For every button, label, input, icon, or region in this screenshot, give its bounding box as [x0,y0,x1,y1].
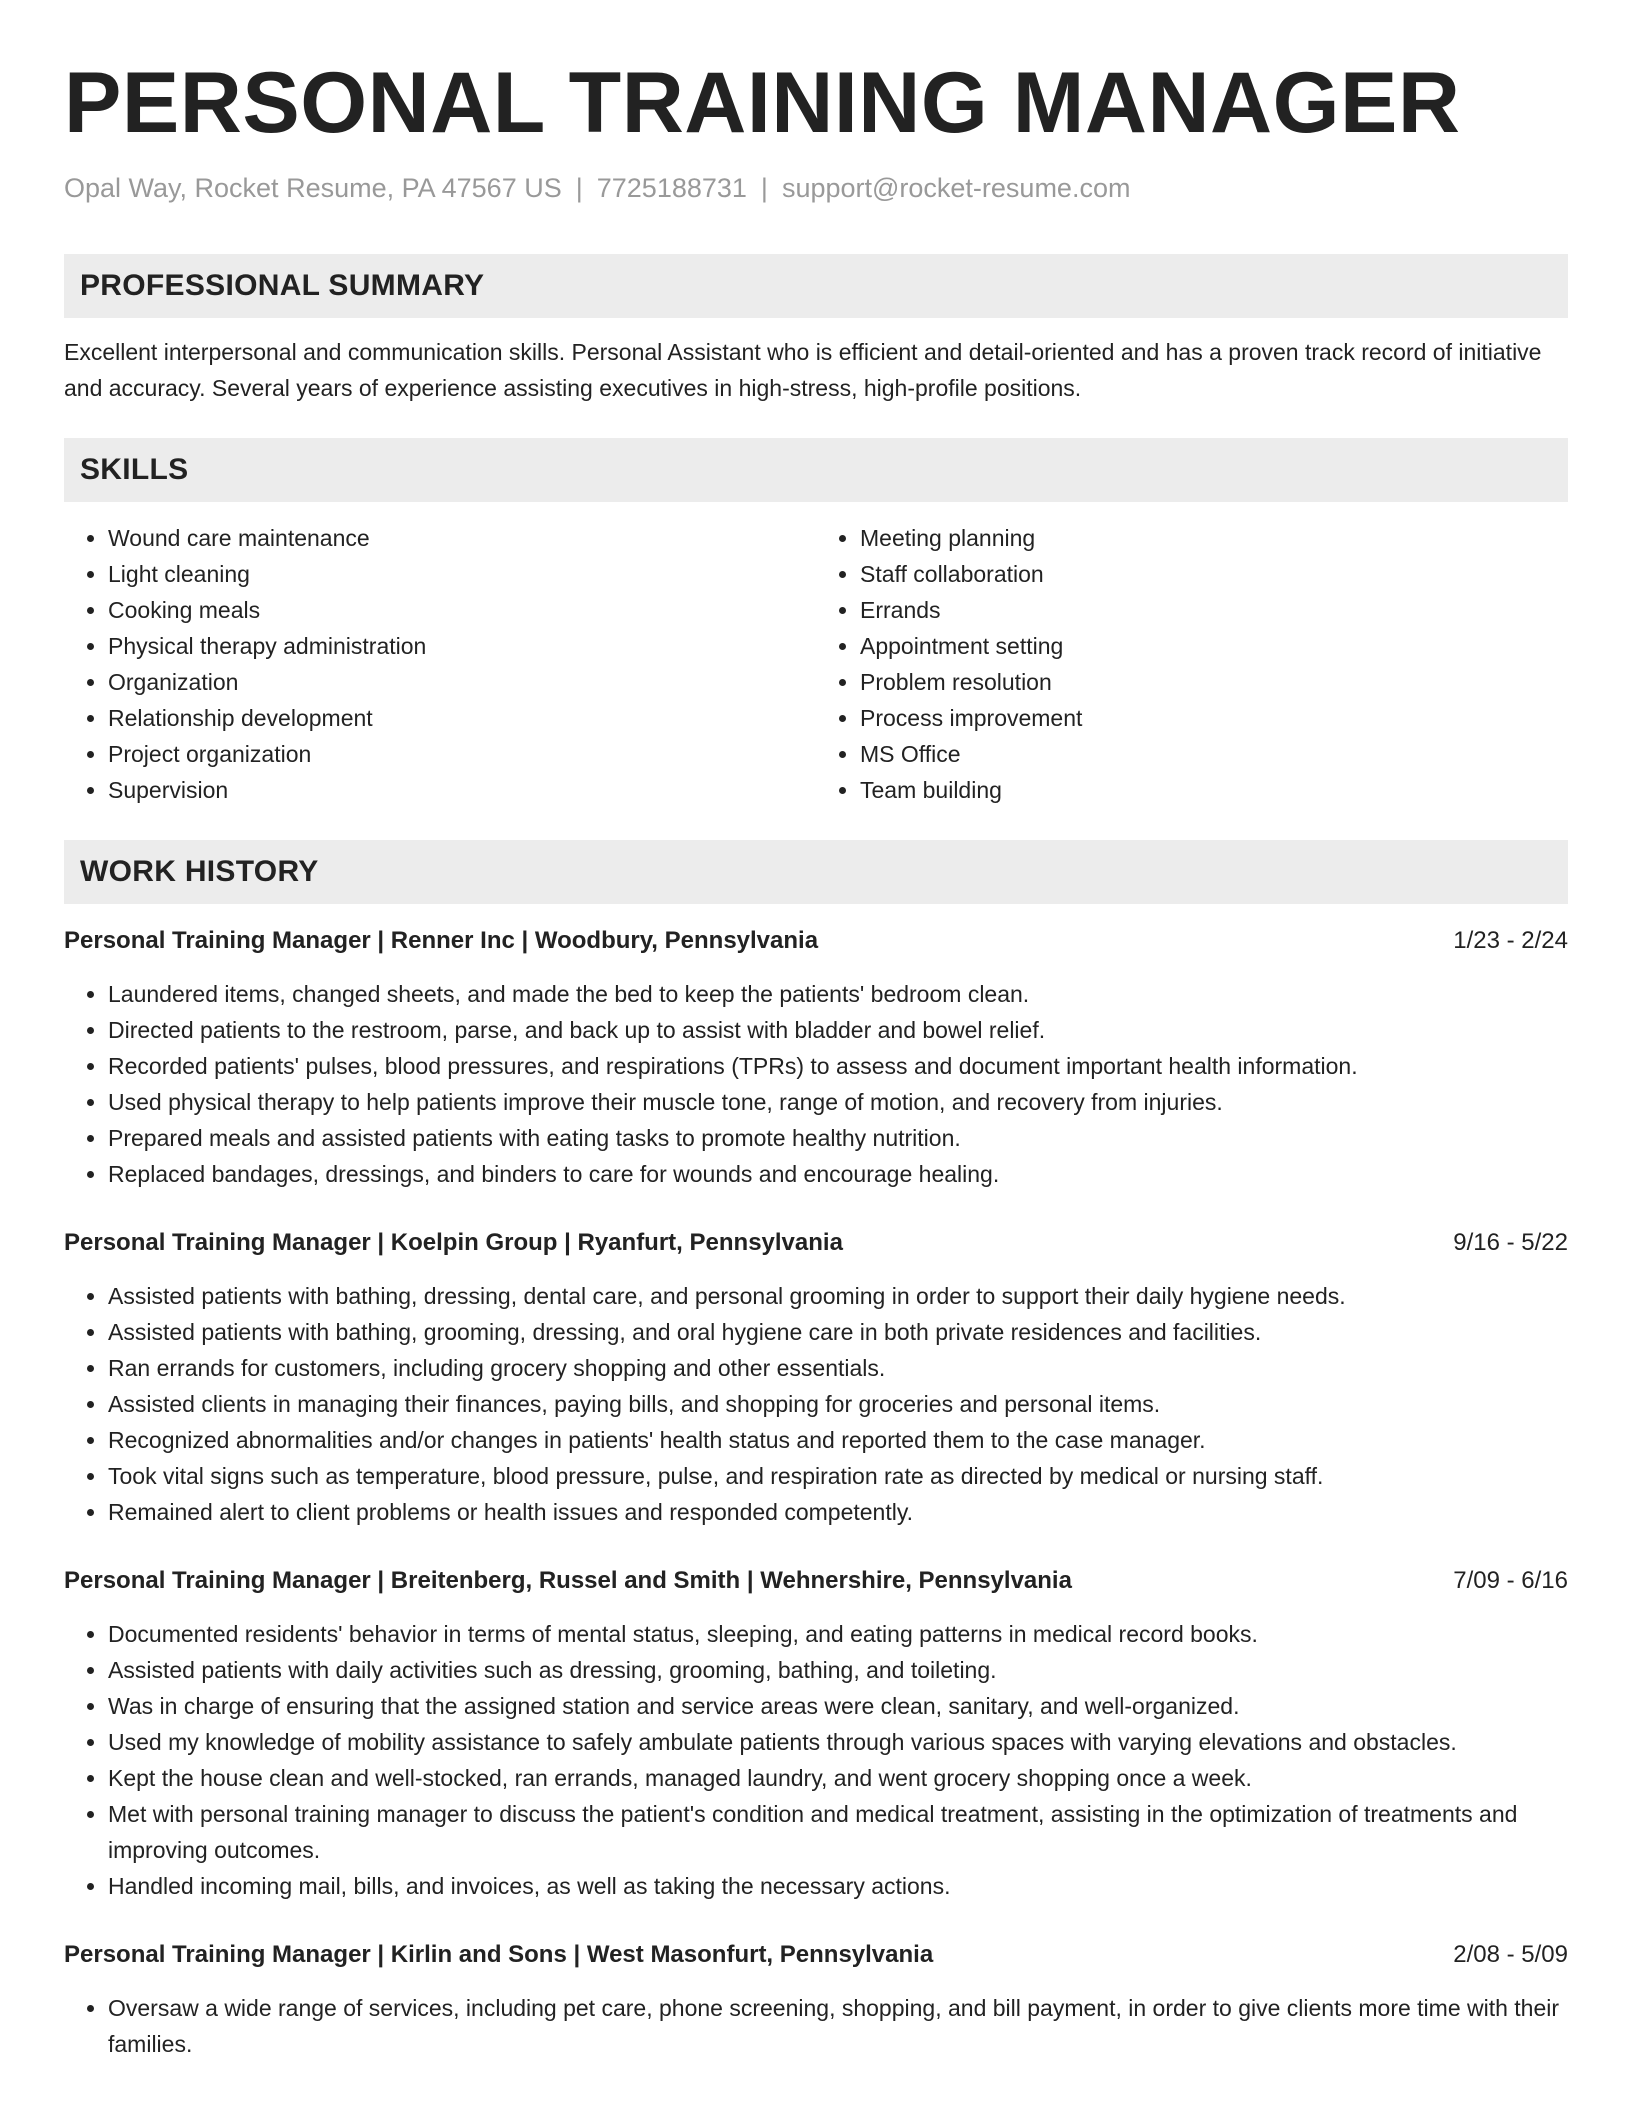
skill-item: • Relationship development [108,700,816,736]
job-bullets [64,1278,1568,1530]
skill-item: • Meeting planning [860,520,1568,556]
job-bullet: • Was in charge of ensuring that the assigned station and service areas were clean, sanitary, and well-organized. [108,1688,1568,1724]
contact-separator: | [760,172,768,203]
job-dates: 1/23 - 2/24 [1453,926,1568,954]
contact-line [64,173,1568,204]
job-bullets [64,1616,1568,1904]
skill-item: • Wound care maintenance [108,520,816,556]
skill-item: • Team building [860,772,1568,808]
job-bullet: • Prepared meals and assisted patients with eating tasks to promote healthy nutrition. [108,1120,1568,1156]
skill-item: • MS Office [860,736,1568,772]
job-bullet: • Recognized abnormalities and/or changes in patients' health status and reported them to the case manager. [108,1422,1568,1458]
summary-text: Excellent interpersonal and communication skills. Personal Assistant who is efficient and detail-oriented and has a proven track record of initiative and accuracy. Several years of experience assisting executives in high-stress, high-profile positions. [64,338,1542,401]
job-bullet: • Used physical therapy to help patients improve their muscle tone, range of motion, and recovery from injuries. [108,1084,1568,1120]
job-bullet: • Documented residents' behavior in terms of mental status, sleeping, and eating patterns in medical record books. [108,1616,1568,1652]
job-bullet: • Recorded patients' pulses, blood pressures, and respirations (TPRs) to assess and document important health information. [108,1048,1568,1084]
job-dates: 7/09 - 6/16 [1453,1566,1568,1594]
skill-item: • Staff collaboration [860,556,1568,592]
section-header-skills [64,438,1568,502]
skill-item: • Appointment setting [860,628,1568,664]
job-header [64,1226,1568,1260]
section-title: WORK HISTORY [80,854,319,888]
job-title: Personal Training Manager | Renner Inc | Woodbury, Pennsylvania [64,926,819,954]
skill-item: • Supervision [108,772,816,808]
resume-name: PERSONAL TRAINING MANAGER [64,55,1461,151]
section-title: SKILLS [80,452,189,486]
contact-address: Opal Way, Rocket Resume, PA 47567 US [64,172,562,203]
job-header [64,924,1568,958]
job-bullet: • Replaced bandages, dressings, and binders to care for wounds and encourage healing. [108,1156,1568,1192]
job-title: Personal Training Manager | Kirlin and Sons | West Masonfurt, Pennsylvania [64,1940,934,1968]
job-bullet: • Assisted patients with bathing, grooming, dressing, and oral hygiene care in both private residences and facilities. [108,1314,1568,1350]
job-bullet: • Used my knowledge of mobility assistance to safely ambulate patients through various spaces with varying elevations and obstacles. [108,1724,1568,1760]
skill-item: • Organization [108,664,816,700]
job-dates: 9/16 - 5/22 [1453,1228,1568,1256]
job-title: Personal Training Manager | Breitenberg, Russel and Smith | Wehnershire, Pennsylvania [64,1566,1072,1594]
job-title: Personal Training Manager | Koelpin Group | Ryanfurt, Pennsylvania [64,1228,843,1256]
job-entry [64,924,1568,1192]
job-bullet: • Remained alert to client problems or health issues and responded competently. [108,1494,1568,1530]
job-bullets [64,976,1568,1192]
job-bullets [64,1990,1568,2062]
skills-column-left [64,520,816,808]
job-bullet: • Assisted patients with bathing, dressing, dental care, and personal grooming in order to support their daily hygiene needs. [108,1278,1568,1314]
job-bullet: • Assisted patients with daily activities such as dressing, grooming, bathing, and toileting. [108,1652,1568,1688]
skills-column-right [816,520,1568,808]
skill-item: • Process improvement [860,700,1568,736]
job-bullet: • Laundered items, changed sheets, and made the bed to keep the patients' bedroom clean. [108,976,1568,1012]
job-bullet: • Kept the house clean and well-stocked, ran errands, managed laundry, and went grocery shopping once a week. [108,1760,1568,1796]
job-bullet: • Met with personal training manager to discuss the patient's condition and medical treatment, assisting in the optimization of treatments and improving outcomes. [108,1796,1568,1868]
job-header [64,1938,1568,1972]
job-bullet: • Ran errands for customers, including grocery shopping and other essentials. [108,1350,1568,1386]
contact-email: support@rocket-resume.com [781,172,1131,203]
job-dates: 2/08 - 5/09 [1453,1940,1568,1968]
job-bullet: • Took vital signs such as temperature, blood pressure, pulse, and respiration rate as directed by medical or nursing staff. [108,1458,1568,1494]
job-header [64,1564,1568,1598]
contact-phone: 7725188731 [596,172,747,203]
job-bullet: • Directed patients to the restroom, parse, and back up to assist with bladder and bowel relief. [108,1012,1568,1048]
skill-item: • Physical therapy administration [108,628,816,664]
skill-item: • Project organization [108,736,816,772]
skill-item: • Light cleaning [108,556,816,592]
section-title: PROFESSIONAL SUMMARY [80,268,485,302]
job-bullet: • Assisted clients in managing their finances, paying bills, and shopping for groceries and personal items. [108,1386,1568,1422]
job-bullet: • Handled incoming mail, bills, and invoices, as well as taking the necessary actions. [108,1868,1568,1904]
job-entry [64,1226,1568,1530]
skill-item: • Problem resolution [860,664,1568,700]
skills-list [64,520,1568,808]
job-entry [64,1938,1568,2062]
skill-item: • Cooking meals [108,592,816,628]
contact-separator: | [575,172,583,203]
skill-item: • Errands [860,592,1568,628]
section-header-summary [64,254,1568,318]
section-header-work-history [64,840,1568,904]
job-entry [64,1564,1568,1904]
job-bullet: • Oversaw a wide range of services, including pet care, phone screening, shopping, and bill payment, in order to give clients more time with their families. [108,1990,1568,2062]
